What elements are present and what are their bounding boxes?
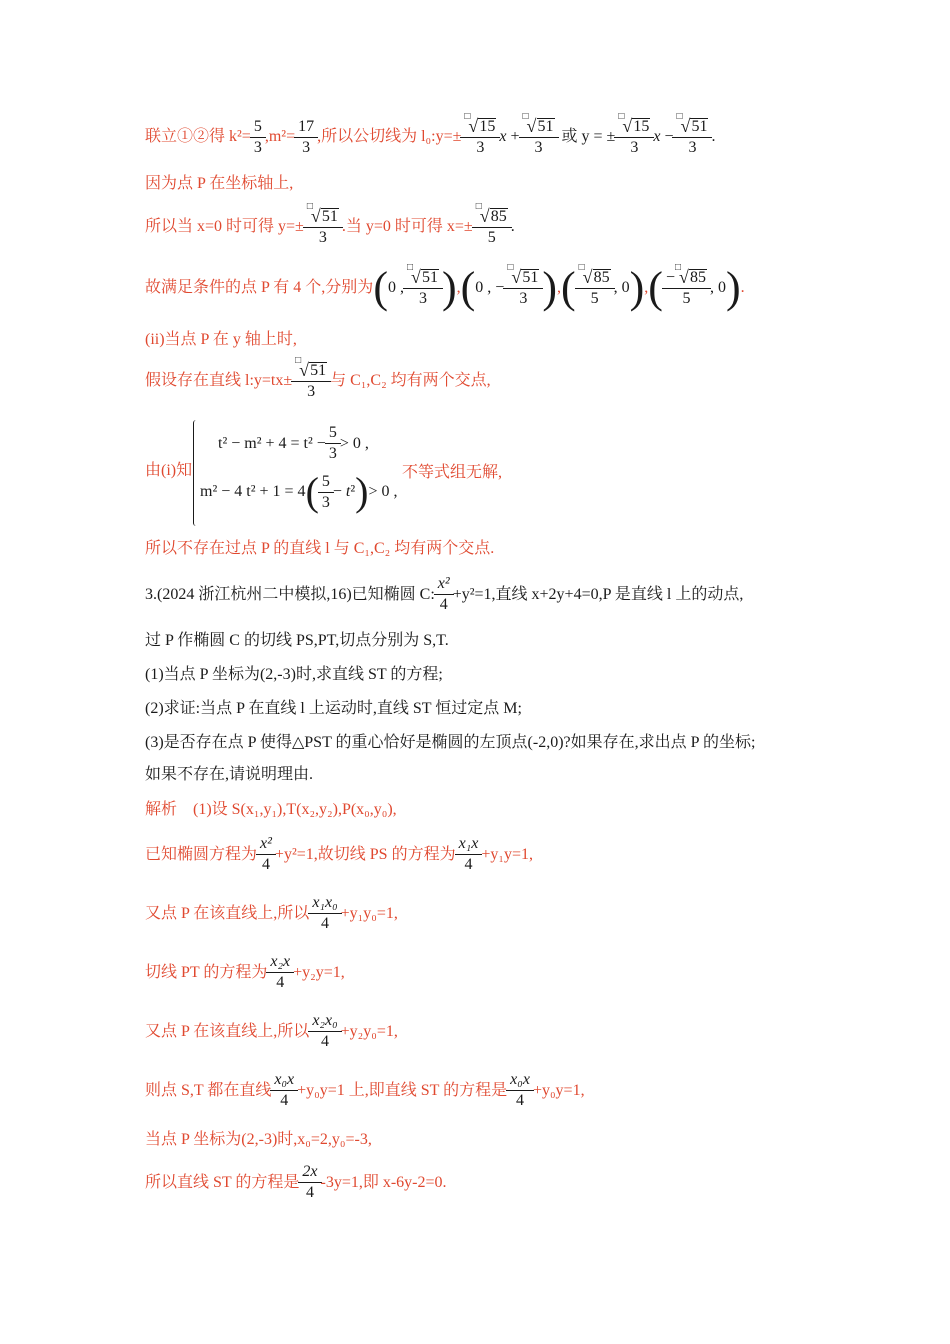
text: 解析 (1)设 S(x₁,y₁),T(x₂,y₂),P(x₀,y₀), [145,801,397,818]
fraction-5-3: $\frac{5}{3}$ [327,425,339,462]
fraction-root51-3: □ √ 51 3 [405,269,441,307]
solution-st-line [145,1072,585,1109]
text: > 0 , [368,483,398,500]
inequality-1 [218,425,369,462]
solution-point-on-ps [145,895,398,932]
fraction-x1x-4: $\frac{\text{x₁x}}{4}$ [457,836,481,873]
text: 已知椭圆方程为 [145,845,258,863]
fraction-root15-3: □ √ 15 3 [616,118,652,156]
line-ii [145,332,297,348]
inequality-2: m² − 4 t² + 1 = 4 ( $\frac{5}{3}$ − t² ) > 0 , [200,469,398,514]
text: (1)当点 P 坐标为(2,-3)时,求直线 ST 的方程; [145,666,443,683]
text: m² − 4 t² + 1 = 4 [200,483,306,500]
text: +y₀y=1 上,即直线 ST 的方程是 [297,1081,508,1099]
fraction-root51-3: □ √ 51 3 [305,208,341,246]
fraction-root51-3: □ √ 51 3 [293,362,329,400]
text: 3.(2024 浙江杭州二中模拟,16)已知椭圆 C: [145,585,435,603]
fraction-root85-5: □ √ 85 5 [474,208,510,246]
fraction-x2x0-4: $\frac{\text{x₂x₀}}{4}$ [310,1013,339,1050]
fraction-5-3: $\frac{5}{3}$ [252,119,264,156]
text: (3)是否存在点 P 使得△PST 的重心恰好是椭圆的左顶点(-2,0)?如果存在,求出点 P 的坐标; [145,734,756,751]
line-assume [145,355,491,400]
text: 切线 PT 的方程为 [145,963,268,981]
text: +y₁y=1, [481,845,533,863]
text: 又点 P 在该直线上,所以 [145,904,310,922]
fraction-x0x-4: $\frac{\text{x₀x}}{4}$ [272,1072,296,1109]
fraction-root51-3: □ √ 51 3 [674,118,710,156]
question-3-part-2 [145,701,522,717]
question-3-stem-cont [145,633,449,649]
fraction-root51-3: □ √ 51 3 [521,118,557,156]
solution-point-on-pt [145,1013,398,1050]
question-3-stem [145,576,743,613]
solution-pt-tangent [145,954,345,991]
fraction-2x-4: $\frac{2x}{4}$ [300,1164,319,1201]
text: +y²=1,直线 x+2y+4=0,P 是直线 l 上的动点, [452,585,744,603]
solution-final [145,1164,447,1201]
text: 又点 P 在该直线上,所以 [145,1022,310,1040]
text: 所以不存在过点 P 的直线 l 与 C₁,C₂ 均有两个交点. [145,540,495,557]
line-conclusion [145,541,494,557]
text: 因为点 P 在坐标轴上, [145,175,294,192]
text: 当点 P 坐标为(2,-3)时,x₀=2,y₀=-3, [145,1131,372,1148]
line-from-i [145,463,192,479]
text: 故满足条件的点 P 有 4 个,分别为 [145,279,374,296]
text: 或 y = ± [561,128,616,145]
text: 联立①②得 k²= [145,128,251,145]
fraction-17-3: $\frac{17}{3}$ [296,119,316,156]
line-four-points: 故满足条件的点 P 有 4 个,分别为 ( 0 , □ √ 51 3 ) , ( 0 , − □ √ 51 3 ) , ( □ √ 85 5 , 0 ) , ( − □ √ 85 5 , 0 ) . [145,262,745,312]
text: (2)求证:当点 P 在直线 l 上运动时,直线 ST 恒过定点 M; [145,700,522,717]
fraction-x1x0-4: $\frac{\text{x₁x₀}}{4}$ [310,895,339,932]
text: +y²=1,故切线 PS 的方程为 [274,845,456,863]
fraction-neg-root85-5: − □ √ 85 5 [664,269,709,307]
fraction-5-3: $\frac{5}{3}$ [320,474,332,511]
question-3-part-3 [145,735,755,751]
text: +y₂y₀=1, [340,1022,398,1040]
solution-substitute [145,1132,372,1148]
text: > 0 , [339,434,369,452]
text: +y₁y₀=1, [340,904,398,922]
text: 不等式组无解, [402,464,503,481]
line-no-solution [402,465,502,481]
text: 所以当 x=0 时可得 y=± [145,218,304,235]
fraction-x2x-4: $\frac{\text{x₂x}}{4}$ [268,954,292,991]
solution-setup [145,802,397,818]
text: 所以直线 ST 的方程是 [145,1173,300,1191]
line-tangent-result: 联立①②得 k²= $\frac{5}{3}$ ,m²= $\frac{17}{3}$ ,所以公切线为 l₀:y=± □ √ 15 3 x + □ √ 51 3 或 y = ± □ √ 15 3 x − □ √ 51 3 . [145,111,716,156]
question-3-part-3-cont [145,767,313,783]
fraction-root85-5: □ √ 85 5 [577,269,613,307]
fraction-x2-4: $\frac{\text{x²}}{4}$ [436,576,452,613]
text: (ii)当点 P 在 y 轴上时, [145,331,297,348]
question-3-part-1 [145,667,443,683]
text: 由(i)知 [145,462,193,479]
text: 过 P 作椭圆 C 的切线 PS,PT,切点分别为 S,T. [145,632,449,649]
fraction-x2-4: $\frac{\text{x²}}{4}$ [258,836,274,873]
text: ,m²= [264,128,296,145]
text: 则点 S,T 都在直线 [145,1081,272,1099]
text: -3y=1,即 x-6y-2=0. [320,1173,447,1191]
fraction-x0x-4: $\frac{\text{x₀x}}{4}$ [508,1072,532,1109]
text: .当 y=0 时可得 x=± [341,218,473,235]
text: +y₂y=1, [293,963,345,981]
line-intercepts: 所以当 x=0 时可得 y=± □ √ 51 3 .当 y=0 时可得 x=± □ √ 85 5 . [145,201,515,246]
fraction-root15-3: □ √ 15 3 [462,118,498,156]
solution-ellipse-tangent [145,836,533,873]
text: 假设存在直线 l:y=tx± [145,372,293,389]
fraction-root51-3: □ √ 51 3 [505,269,541,307]
text: 与 C₁,C₂ 均有两个交点, [330,372,491,389]
system-brace [193,420,196,526]
text: 如果不存在,请说明理由. [145,766,314,783]
text: t² − m² + 4 = t² − [218,434,326,452]
text: +y₀y=1, [532,1081,585,1099]
text: ,所以公切线为 l₀:y=± [317,128,462,145]
line-axis [145,176,293,192]
